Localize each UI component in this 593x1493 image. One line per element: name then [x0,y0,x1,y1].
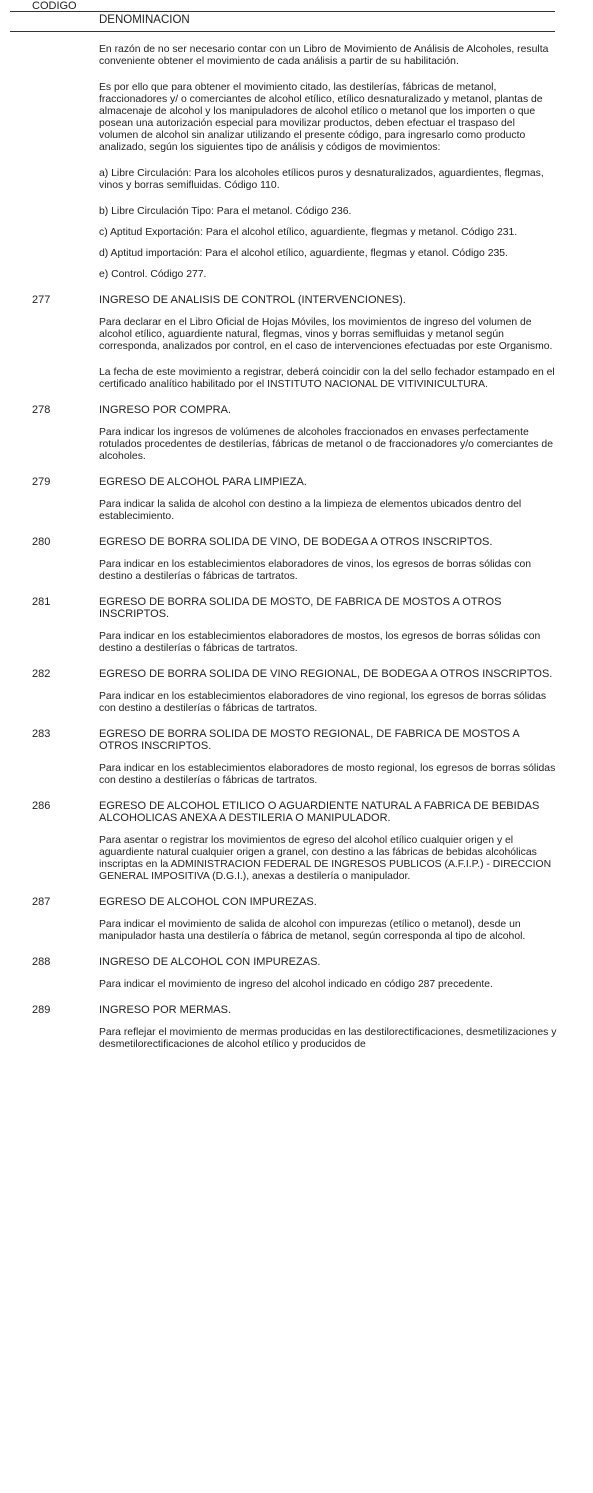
entry-paragraph: Para indicar los ingresos de volúmenes de alcoholes fraccionados en envases perfectamente rotulados procedentes de destilerías, fábricas de metanol o de fraccionadores y/o comerciantes de alcoholes. [99,427,553,462]
entry-title: INGRESO POR MERMAS. [99,1004,232,1016]
entry-title: EGRESO DE ALCOHOL CON IMPUREZAS. [99,896,317,908]
entry-title: EGRESO DE BORRA SOLIDA DE VINO REGIONAL, DE BODEGA A OTROS INSCRIPTOS. [99,668,553,680]
entry-paragraph: Para indicar en los establecimientos elaboradores de mosto regional, los egresos de borras sólidas con destino a destilerías o fábricas de tartratos. [99,763,556,786]
entry-paragraph: Para indicar en los establecimientos elaboradores de vino regional, los egresos de borras sólidas con destino a destilerías o fábricas de tartratos. [99,691,547,714]
code-entry-289 [0,1004,593,1051]
code-entry-281 [0,596,593,655]
document-body [0,44,593,1051]
entry-title: INGRESO POR COMPRA. [99,404,232,416]
code-entry-277 [0,294,593,391]
intro-paragraph: a) Libre Circulación: Para los alcoholes etílicos puros y desnaturalizados, aguardientes, flegmas, vinos y borras semifluidas. Código 110. [99,168,544,191]
entry-paragraph: Para indicar el movimiento de ingreso del alcohol indicado en código 287 precedente. [99,979,493,990]
entry-paragraph: Para indicar en los establecimientos elaboradores de mostos, los egresos de borras sólidas con destino a destilerías o fábricas de tartratos. [99,631,541,654]
column-header-name: DENOMINACION [99,14,190,26]
header-bottom-rule [10,31,555,32]
code-entry-283 [0,728,593,787]
entry-title: INGRESO DE ANALISIS DE CONTROL (INTERVENCIONES). [99,294,406,306]
intro-paragraph: c) Aptitud Exportación: Para el alcohol etílico, aguardiente, flegmas y metanol. Código 231. [99,227,518,238]
header-top-rule [10,11,555,12]
code-entry-279 [0,476,593,523]
intro-paragraph: d) Aptitud importación: Para el alcohol etílico, aguardiente, flegmas y etanol. Código 235. [99,248,508,259]
entry-code: 289 [32,1004,51,1016]
intro-paragraph: Es por ello que para obtener el movimiento citado, las destilerías, fábricas de metanol, fraccionadores y/ o comerciantes de alcohol etílico, etílico desnaturalizado y metanol, plantas de almacenaje de alcohol y los manipuladores de alcohol etílico o metanol que los importen o que posean una autorización especial para movilizar productos, deben efectuar el traspaso del volumen de alcohol sin analizar utilizando el presente código, para ingresarlo como producto analizado, según los siguientes tipo de análisis y códigos de movimientos: [99,82,543,153]
entry-paragraph: La fecha de este movimiento a registrar, deberá coincidir con la del sello fechador estampado en el certificado analítico habilitado por el INSTITUTO NACIONAL DE VITIVINICULTURA. [99,367,555,390]
entry-title: EGRESO DE BORRA SOLIDA DE MOSTO REGIONAL, DE FABRICA DE MOSTOS A OTROS INSCRIPTOS. [99,728,520,752]
code-entry-286 [0,800,593,883]
code-entry-280 [0,536,593,583]
entry-code: 286 [32,800,51,812]
code-entry-287 [0,896,593,943]
code-entry-278 [0,404,593,463]
entry-title: EGRESO DE ALCOHOL PARA LIMPIEZA. [99,476,307,488]
entry-paragraph: Para reflejar el movimiento de mermas producidas en las destilorectificaciones, desmetilizaciones y desmetilorectificaciones de alcohol etílico y producidos de [99,1027,557,1050]
intro-section [0,44,593,281]
entry-code: 287 [32,896,51,908]
entry-paragraph: Para indicar en los establecimientos elaboradores de vinos, los egresos de borras sólidas con destino a destilerías o fábricas de tartratos. [99,559,532,582]
entry-title: EGRESO DE BORRA SOLIDA DE MOSTO, DE FABRICA DE MOSTOS A OTROS INSCRIPTOS. [99,596,502,620]
entry-code: 281 [32,596,51,608]
entry-title: INGRESO DE ALCOHOL CON IMPUREZAS. [99,956,321,968]
intro-paragraph: b) Libre Circulación Tipo: Para el metanol. Código 236. [99,206,352,217]
entry-title: EGRESO DE BORRA SOLIDA DE VINO, DE BODEGA A OTROS INSCRIPTOS. [99,536,493,548]
entry-code: 278 [32,404,51,416]
entry-code: 282 [32,668,51,680]
column-header-code: CODIGO [32,0,77,12]
code-entry-288 [0,956,593,991]
entry-code: 283 [32,728,51,740]
entry-code: 288 [32,956,51,968]
entry-title: EGRESO DE ALCOHOL ETILICO O AGUARDIENTE NATURAL A FABRICA DE BEBIDAS ALCOHOLICAS ANEXA A DESTILERIA O MANIPULADOR. [99,800,540,824]
entry-paragraph: Para declarar en el Libro Oficial de Hojas Móviles, los movimientos de ingreso del volumen de alcohol etílico, aguardiente natural, flegmas, vinos y borras semifluidas y metanol según corresponda, analizados por control, en el caso de intervenciones efectuadas por este Organismo. [99,317,553,352]
entry-code: 280 [32,536,51,548]
code-entry-282 [0,668,593,715]
entry-code: 277 [32,294,51,306]
entry-paragraph: Para indicar el movimiento de salida de alcohol con impurezas (etílico o metanol), desde un manipulador hasta una destilería o fábrica de metanol, según corresponda al tipo de alcohol. [99,919,526,942]
intro-paragraph: En razón de no ser necesario contar con un Libro de Movimiento de Análisis de Alcoholes, resulta conveniente obtener el movimiento de cada análisis a partir de su habilitación. [99,44,549,67]
entry-paragraph: Para asentar o registrar los movimientos de egreso del alcohol etílico cualquier origen y el aguardiente natural cualquier origen a granel, con destino a las fábricas de bebidas alcohólicas inscriptas en la ADMINISTRACION FEDERAL DE INGRESOS PUBLICOS (A.F.I.P.) - DIRECCION GENERAL IMPOSITIVA (D.G.I.), anexas a destilería o manipulador. [99,835,552,882]
entry-code: 279 [32,476,51,488]
intro-paragraph: e) Control. Código 277. [99,269,207,280]
entry-paragraph: Para indicar la salida de alcohol con destino a la limpieza de elementos ubicados dentro del establecimiento. [99,499,522,522]
